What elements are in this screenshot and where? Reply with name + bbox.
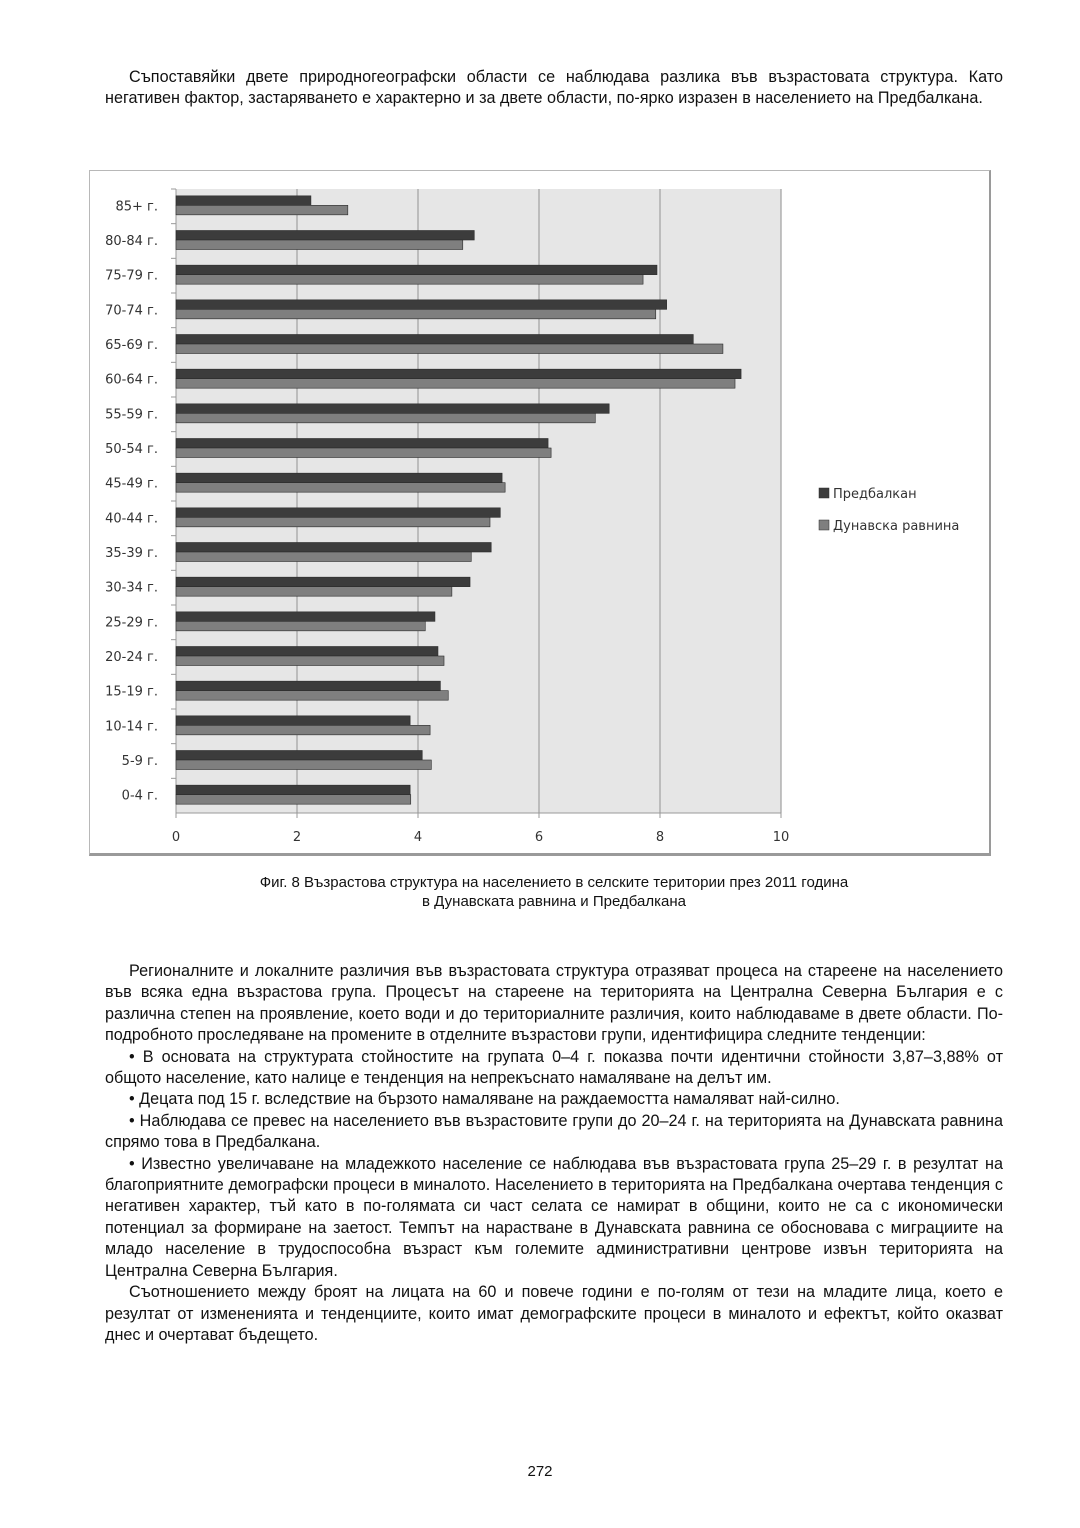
x-tick-label: 8 <box>655 830 665 845</box>
bar-predbalkan <box>176 404 609 414</box>
bar-predbalkan <box>176 439 548 449</box>
bar-predbalkan <box>176 369 741 379</box>
legend-label: Дунавска равнина <box>833 519 960 534</box>
x-tick-label: 0 <box>171 830 181 845</box>
category-label: 80-84 г. <box>105 234 158 249</box>
bullet-item: • Известно увеличаване на младежкото население се наблюдава във възрастовата група 25–29 г. в резултат на благоприятните демографски процеси в миналото. Населението в територията на Предбалкана очертава тенденция с негативен характер, тъй като в по-голямата си част селата се намират в общини, които не са с икономически потенциал за формиране на заетост. Темпът на нарастване в Дунавската равнина се обосновава с миграциите на младо население в трудоспособна възраст към големите административни центрове извън територията на Централна Северна България. <box>105 1154 1003 1280</box>
caption-line-2: в Дунавската равнина и Предбалкана <box>422 893 686 910</box>
bar-predbalkan <box>176 647 438 657</box>
category-label: 35-39 г. <box>105 546 158 561</box>
bar-predbalkan <box>176 335 693 345</box>
category-label: 25-29 г. <box>105 615 158 631</box>
category-label: 40-44 г. <box>105 511 158 527</box>
category-label: 85+ г. <box>115 199 158 215</box>
bar-predbalkan <box>176 508 500 518</box>
bar-predbalkan <box>176 785 410 795</box>
bar-dunavska-ravnina <box>176 344 723 354</box>
body-text <box>105 961 1003 1346</box>
chart-frame <box>89 170 991 856</box>
category-label: 0-4 г. <box>121 788 158 804</box>
bar-dunavska-ravnina <box>176 725 430 735</box>
category-label: 75-79 г. <box>105 268 158 284</box>
bar-predbalkan <box>176 751 422 761</box>
x-tick-label: 6 <box>534 830 544 845</box>
bar-predbalkan <box>176 577 470 587</box>
category-label: 5-9 г. <box>121 754 158 769</box>
intro-paragraph: Съпоставяйки двете природногеографски области се наблюдава разлика във възрастовата структура. Като негативен фактор, застаряването е характерно и за двете области, по-ярко изразен в населението на Предбалкана. <box>105 68 1003 108</box>
bar-predbalkan <box>176 612 435 622</box>
legend-swatch <box>819 488 829 498</box>
bullet-item: • В основата на структурата стойностите на групата 0–4 г. показва почти идентични стойности 3,87–3,88% от общото население, като налице е тенденция на непрекъснато намаляване на делът им. <box>105 1047 1003 1088</box>
legend-label: Предбалкан <box>833 487 917 502</box>
x-tick-label: 10 <box>772 830 790 845</box>
category-label: 45-49 г. <box>105 476 158 492</box>
bar-predbalkan <box>176 681 440 691</box>
bullet-item: • Наблюдава се превес на населението във възрастовите групи до 20–24 г. на територията на Дунавската равнина спрямо това в Предбалкана. <box>105 1111 1003 1152</box>
bullet-item: • Децата под 15 г. вследствие на бързото намаляване на раждаемостта намаляват най-силно. <box>129 1090 840 1109</box>
category-label: 10-14 г. <box>105 719 158 735</box>
bar-predbalkan <box>176 231 474 241</box>
bar-dunavska-ravnina <box>176 621 425 631</box>
figure-caption <box>105 873 1003 911</box>
bar-dunavska-ravnina <box>176 587 452 597</box>
bar-dunavska-ravnina <box>176 413 595 423</box>
caption-line-1: Фиг. 8 Възрастова структура на населението в селските територии през 2011 година <box>259 874 849 891</box>
category-label: 15-19 г. <box>105 684 158 700</box>
bar-predbalkan <box>176 300 667 310</box>
bar-dunavska-ravnina <box>176 240 463 250</box>
bar-dunavska-ravnina <box>176 656 444 666</box>
bar-dunavska-ravnina <box>176 275 643 285</box>
legend-swatch <box>819 520 829 530</box>
bar-dunavska-ravnina <box>176 760 431 770</box>
bar-predbalkan <box>176 716 410 726</box>
bar-predbalkan <box>176 543 491 553</box>
category-label: 65-69 г. <box>105 338 158 353</box>
bar-dunavska-ravnina <box>176 205 348 215</box>
category-label: 50-54 г. <box>105 442 158 457</box>
category-label: 60-64 г. <box>105 372 158 388</box>
bar-predbalkan <box>176 473 502 483</box>
bar-predbalkan <box>176 196 311 206</box>
bar-dunavska-ravnina <box>176 483 505 493</box>
bar-dunavska-ravnina <box>176 309 656 319</box>
category-label: 70-74 г. <box>105 303 158 319</box>
body-paragraph-1: Регионалните и локалните различия във възрастовата структура отразяват процеса на стареене на населението във всяка една възрастова група. Процесът на стареене на територията на Централна Северна България е с различна степен на проявление, което води и до териториалните различия, които наблюдаваме в двете области. По-подробното проследяване на промените в отделните възрастови групи, идентифицира следните тенденции: <box>105 962 1003 1045</box>
x-tick-label: 2 <box>292 830 302 845</box>
age-structure-bar-chart <box>90 171 992 857</box>
bar-dunavska-ravnina <box>176 552 471 562</box>
page-number: 272 <box>527 1463 553 1480</box>
category-label: 55-59 г. <box>105 407 158 423</box>
category-label: 20-24 г. <box>105 650 158 665</box>
category-label: 30-34 г. <box>105 580 158 596</box>
bar-dunavska-ravnina <box>176 691 448 701</box>
x-tick-label: 4 <box>413 830 423 845</box>
bar-dunavska-ravnina <box>176 379 735 389</box>
bar-dunavska-ravnina <box>176 517 490 527</box>
bar-predbalkan <box>176 265 657 275</box>
bar-dunavska-ravnina <box>176 448 551 458</box>
bar-dunavska-ravnina <box>176 795 411 805</box>
body-paragraph-2: Съотношението между броят на лицата на 60 и повече години е по-голям от тези на младите лица, което е резултат от измененията и тенденциите, които имат демографските процеси в миналото и ефектът, който оказват днес и очертават бъдещето. <box>105 1283 1003 1344</box>
